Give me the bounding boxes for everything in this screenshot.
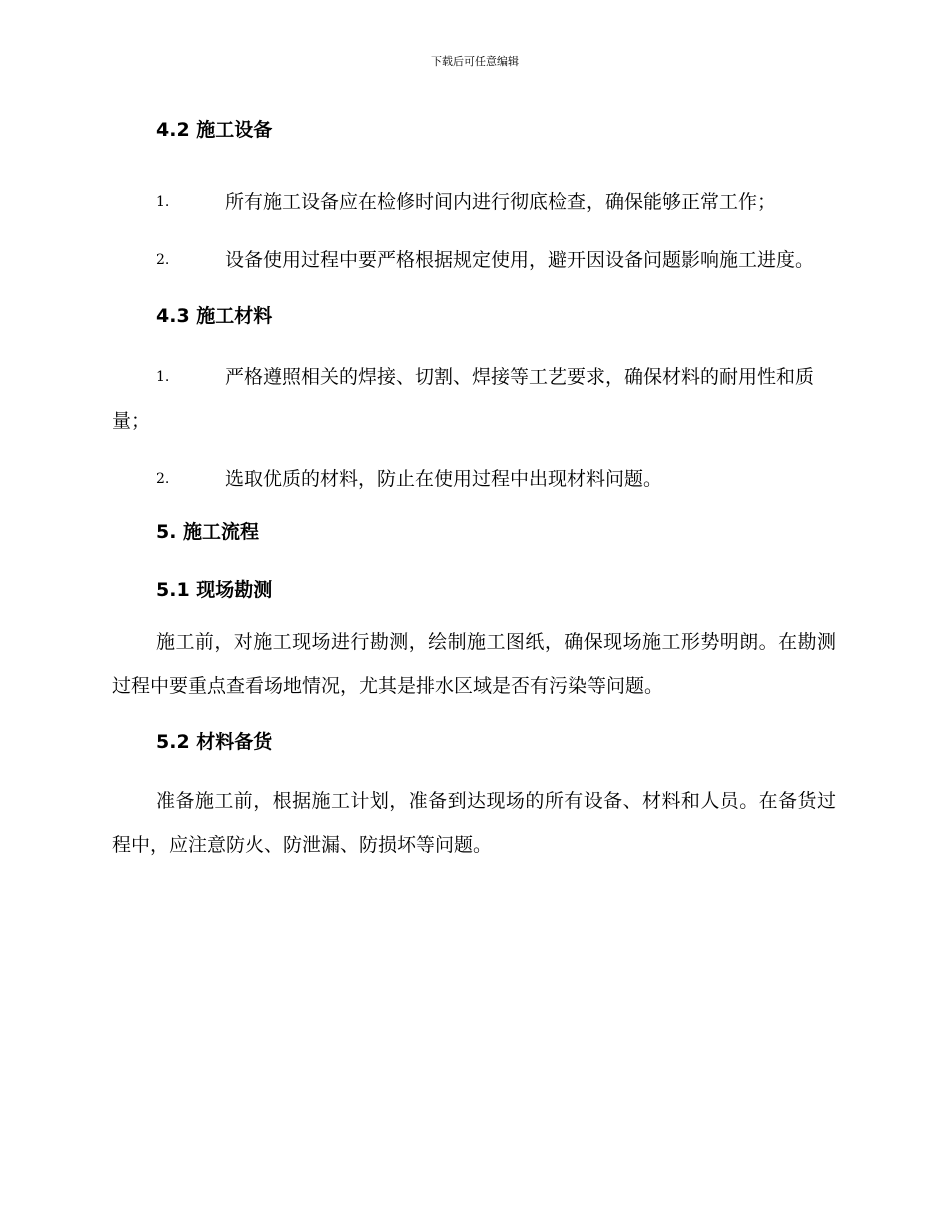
page-header: 下载后可任意编辑 [431,55,519,68]
list-item-text: 设备使用过程中要严格根据规定使用，避开因设备问题影响施工进度。 [225,249,815,271]
list-item-number: 2. [156,471,170,487]
section-heading-5-2: 5.2 材料备货 [156,731,273,753]
list-item [112,238,836,282]
list-item-number: 2. [156,252,170,268]
section-heading-5-1: 5.1 现场勘测 [156,579,273,601]
body-paragraph: 施工前，对施工现场进行勘测，绘制施工图纸，确保现场施工形势明朗。在勘测过程中要重点查看场地情况，尤其是排水区域是否有污染等问题。 [112,631,836,697]
list-item [112,457,836,501]
section-heading-4-3: 4.3 施工材料 [156,305,273,327]
list-item [112,180,836,224]
document-body [112,112,836,867]
body-paragraph: 准备施工前，根据施工计划，准备到达现场的所有设备、材料和人员。在备货过程中，应注意防火、防泄漏、防损坏等问题。 [112,790,836,856]
list-item [112,355,836,443]
list-item-text: 选取优质的材料，防止在使用过程中出现材料问题。 [225,468,663,490]
list-item-number: 1. [156,369,170,385]
list-item-number: 1. [156,194,170,210]
list-item-text: 严格遵照相关的焊接、切割、焊接等工艺要求，确保材料的耐用性和质量； [112,366,815,432]
section-heading-4-2: 4.2 施工设备 [156,119,273,141]
list-item-text: 所有施工设备应在检修时间内进行彻底检查，确保能够正常工作； [225,191,777,213]
section-heading-5: 5. 施工流程 [156,521,260,543]
